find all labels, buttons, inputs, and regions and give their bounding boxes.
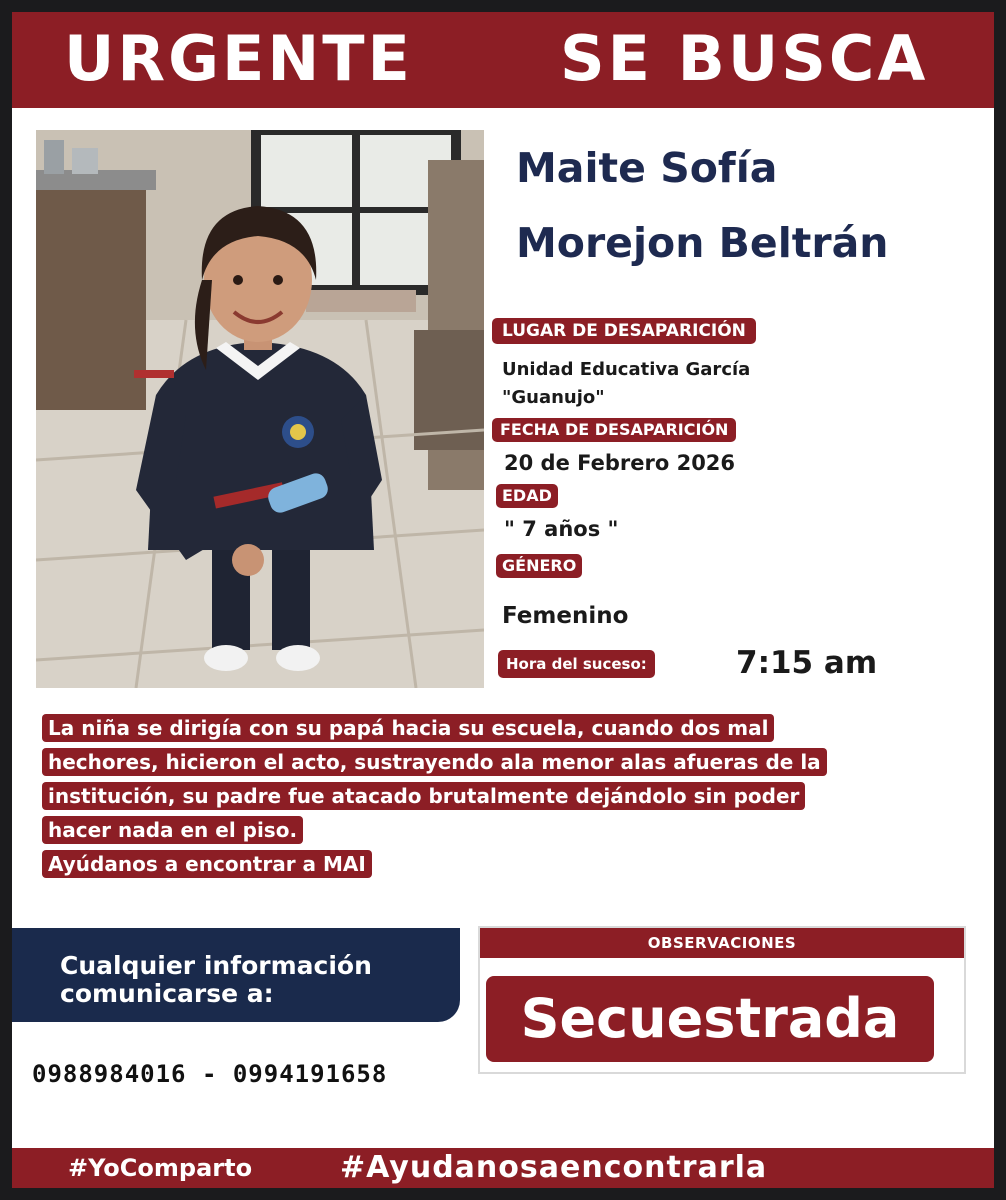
gender-value: Femenino — [502, 603, 629, 629]
story-line: La niña se dirigía con su papá hacia su escuela, cuando dos mal — [42, 714, 774, 742]
story-line: Ayúdanos a encontrar a MAI — [42, 850, 372, 878]
missing-child-photo — [36, 130, 484, 688]
observations-status: Secuestrada — [486, 976, 934, 1062]
observations-label: OBSERVACIONES — [480, 928, 964, 958]
person-last-names: Morejon Beltrán — [516, 219, 889, 267]
hashtag-share: #YoComparto — [68, 1154, 253, 1182]
place-line-2: "Guanujo" — [502, 387, 605, 408]
wanted-heading: SE BUSCA — [560, 22, 929, 95]
date-value: 20 de Febrero 2026 — [504, 451, 736, 475]
phone-numbers: 0988984016 - 0994191658 — [32, 1060, 388, 1088]
age-label: EDAD — [496, 484, 558, 508]
story-line: hacer nada en el piso. — [42, 816, 303, 844]
time-label: Hora del suceso: — [498, 650, 655, 678]
footer-banner — [12, 1148, 994, 1188]
hashtag-help-find: #Ayudanosaencontrarla — [340, 1150, 768, 1185]
date-label: FECHA DE DESAPARICIÓN — [492, 418, 736, 442]
place-line-1: Unidad Educativa García — [502, 359, 751, 380]
observations-box — [478, 926, 966, 1074]
contact-line-2: comunicarse a: — [60, 979, 274, 1008]
story-line: hechores, hicieron el acto, sustrayendo ala menor alas afueras de la — [42, 748, 827, 776]
age-value: " 7 años " — [504, 517, 619, 541]
story-line: institución, su padre fue atacado brutalmente dejándolo sin poder — [42, 782, 805, 810]
header-banner — [12, 12, 994, 108]
contact-line-1: Cualquier información — [60, 951, 372, 980]
place-label: LUGAR DE DESAPARICIÓN — [492, 318, 756, 344]
contact-banner — [12, 928, 460, 1022]
person-first-names: Maite Sofía — [516, 144, 778, 192]
urgent-heading: URGENTE — [64, 22, 413, 95]
missing-poster — [12, 12, 994, 1188]
time-value: 7:15 am — [736, 645, 878, 681]
gender-label: GÉNERO — [496, 554, 582, 578]
